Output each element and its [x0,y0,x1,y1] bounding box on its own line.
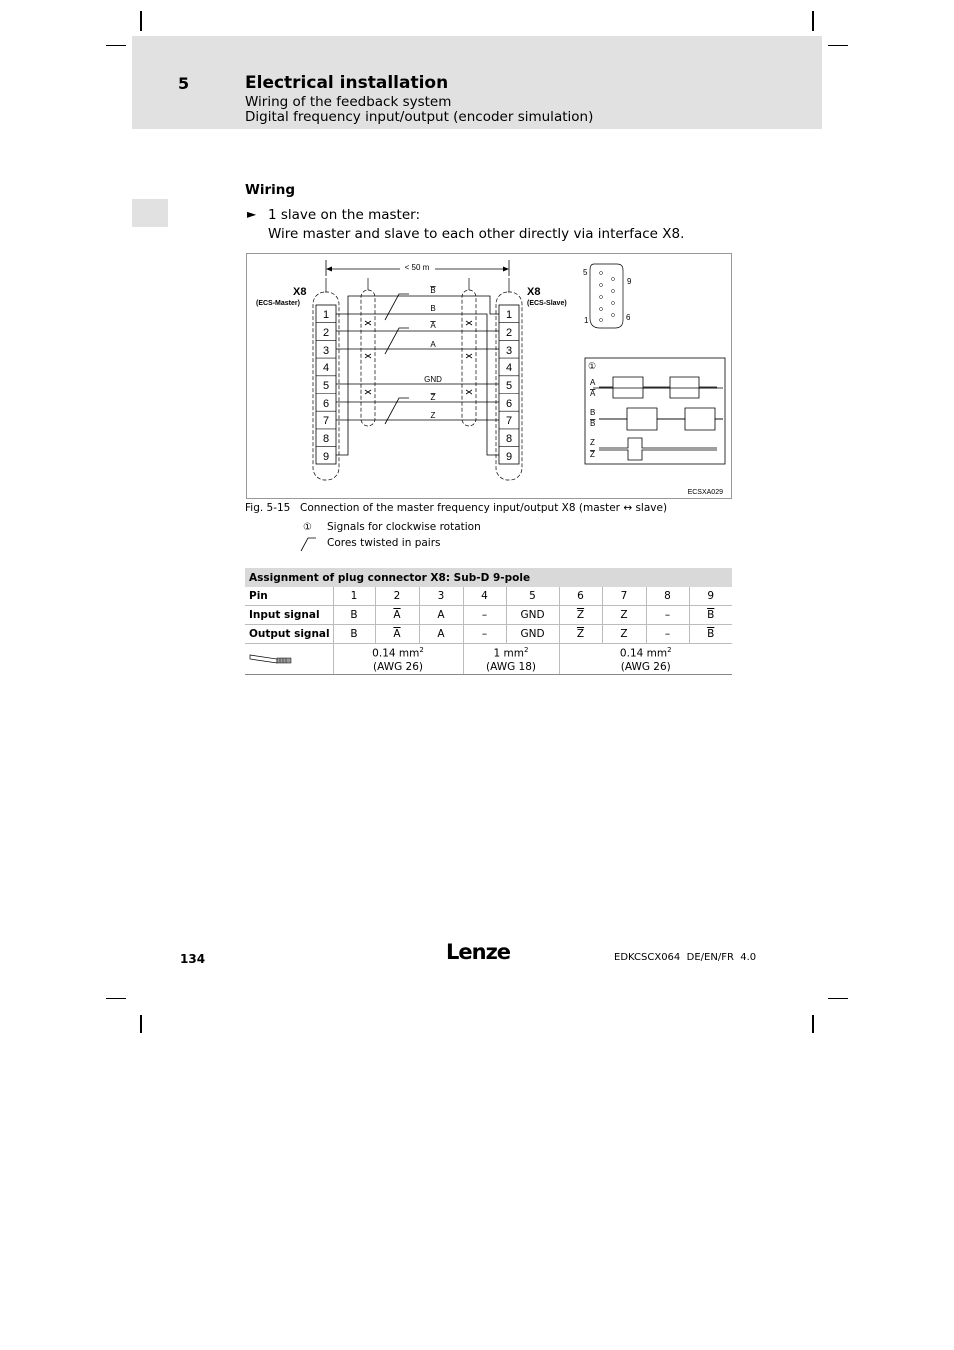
figure-code: ECSXA029 [687,489,723,496]
wire-label-b-bar: B [430,286,436,295]
table-cell: 1 [333,587,375,606]
crop-mark [812,11,814,31]
legend-text-1: Signals for clockwise rotation [327,521,481,533]
chapter-title: Electrical installation [245,73,449,93]
master-pin-1: 1 [322,309,330,321]
table-cell: $\overline{Z}$ [576,609,585,621]
table-cell: Z [602,625,646,644]
signal-b-bar: B [590,419,596,428]
distance-label: < 50 m [404,263,430,272]
master-pin-9: 9 [322,451,330,463]
slave-connector-label: X8 [527,286,541,298]
signal-z: Z [590,438,595,447]
master-pin-5: 5 [322,380,330,392]
superscript: 2 [524,646,529,654]
table-cell: A [419,606,463,625]
bullet-arrow-icon: ► [247,207,257,221]
subd-connector [583,264,632,328]
figure-caption-text: Connection of the master frequency input/output X8 (master ↔ slave) [300,502,668,514]
table-cell: 3 [419,587,463,606]
table-cell: 2 [375,587,419,606]
signal-a: A [590,378,596,387]
table-row [245,625,732,644]
wire-label-gnd: GND [424,375,442,384]
slave-pin-block [499,305,519,464]
signal-marker-icon: ① [303,522,312,533]
wires [336,294,499,455]
cable-cross-section-3 [559,644,732,675]
table-cell: $\overline{B}$ [707,628,715,640]
signal-marker: ① [588,361,597,371]
subd-pin-6: 6 [626,313,631,322]
crop-mark [106,998,126,999]
twisted-pair-icon [300,536,318,552]
table-cell: – [646,606,689,625]
signal-timing-diagram [585,358,725,464]
table-cell: $\overline{B}$ [707,609,715,621]
crop-mark [828,45,848,46]
table-cell: 8 [646,587,689,606]
cable-awg-2: (AWG 18) [485,660,537,673]
crop-mark [812,1015,814,1033]
table-cell: – [463,606,506,625]
master-pin-4: 4 [322,362,330,374]
bullet-text-1: 1 slave on the master: [268,207,420,223]
master-pin-2: 2 [322,327,330,339]
legend-text-2: Cores twisted in pairs [327,537,441,549]
slave-pin-3: 3 [505,345,513,357]
subd-pin-9: 9 [627,277,632,286]
cable-size-3: 0.14 mm [619,647,668,660]
table-cell: GND [506,606,559,625]
slave-pin-4: 4 [505,362,513,374]
master-pin-3: 3 [322,345,330,357]
table-row [245,644,732,675]
table-title: Assignment of plug connector X8: Sub-D 9-pole [245,568,732,587]
slave-pin-5: 5 [505,380,513,392]
master-connector-label: X8 [293,286,307,298]
wire-label-z: Z [430,411,436,420]
signal-z-bar: Z [590,450,595,459]
table-cell: GND [506,625,559,644]
figure-caption-number: Fig. 5-15 [245,502,291,514]
subd-pin-5: 5 [583,268,588,277]
slave-pin-2: 2 [505,327,513,339]
table-cell: 4 [463,587,506,606]
page-number: 134 [180,952,206,966]
cable-icon [249,650,293,664]
crop-mark [106,45,126,46]
slave-pin-6: 6 [505,398,513,410]
bullet-text-2: Wire master and slave to each other directly via interface X8. [268,226,685,242]
crop-mark [140,11,142,31]
table-cell: $\overline{Z}$ [576,628,585,640]
chapter-number: 5 [178,74,190,93]
lenze-logo: Lenze [446,940,511,964]
master-name: (ECS-Master) [256,300,300,307]
master-pin-8: 8 [322,433,330,445]
input-signal-label: Input signal [245,606,333,625]
cable-awg-3: (AWG 26) [620,660,671,673]
cable-cross-section-1 [333,644,463,675]
cable-size-1: 0.14 mm [372,647,420,660]
table-cell: $\overline{A}$ [393,609,401,621]
section-title: Wiring [245,182,296,198]
output-signal-label: Output signal [245,625,333,644]
wire-label-b: B [430,304,436,313]
table-cell: B [333,625,375,644]
table-cell: – [463,625,506,644]
superscript: 2 [667,646,672,654]
table-row [245,606,732,625]
slave-pin-7: 7 [505,415,513,427]
wiring-diagram [246,253,732,499]
chapter-subtitle-2: Digital frequency input/output (encoder simulation) [245,109,594,125]
crop-mark [828,998,848,999]
superscript: 2 [419,646,424,654]
slave-name: (ECS-Slave) [527,300,567,307]
cable-size-2: 1 mm [493,647,524,660]
subd-pin-1: 1 [584,316,589,325]
cable-awg-1: (AWG 26) [372,660,424,673]
signal-b: B [590,408,596,417]
document-id: EDKCSCX064 DE/EN/FR 4.0 [614,952,757,963]
wire-label-z-bar: Z [430,393,436,402]
table-cell: A [419,625,463,644]
slave-pin-1: 1 [505,309,513,321]
table-cell: 5 [506,587,559,606]
wire-label-a: A [430,340,436,349]
table-cell: 6 [559,587,602,606]
table-cell: B [333,606,375,625]
pin-assignment-table [245,568,732,675]
slave-pin-8: 8 [505,433,513,445]
wire-label-a-bar: A [430,321,436,330]
pin-label: Pin [245,587,333,606]
chapter-subtitle-1: Wiring of the feedback system [245,94,452,110]
crop-mark [140,1015,142,1033]
master-pin-6: 6 [322,398,330,410]
chapter-side-tab [132,199,168,227]
table-cell: – [646,625,689,644]
master-pin-block [316,305,336,464]
table-cell: 9 [689,587,732,606]
table-cell: Z [602,606,646,625]
signal-a-bar: A [590,389,596,398]
slave-pin-9: 9 [505,451,513,463]
table-row [245,587,732,606]
table-title-row [245,568,732,587]
table-cell: 7 [602,587,646,606]
cable-cross-section-2 [463,644,559,675]
master-pin-7: 7 [322,415,330,427]
table-cell: $\overline{A}$ [393,628,401,640]
